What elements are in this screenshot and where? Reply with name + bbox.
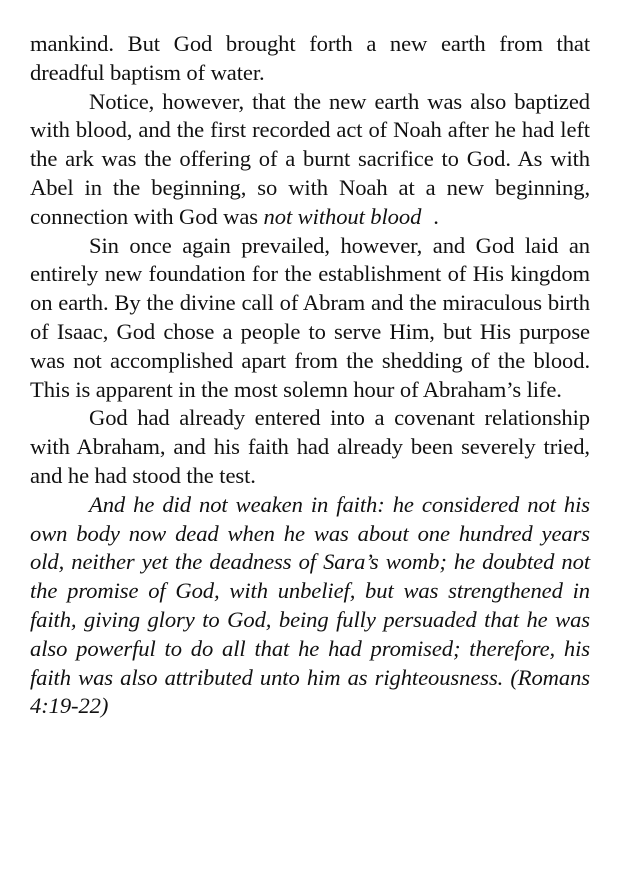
paragraph-noah-text: Notice, however, that the new earth was also baptized with blood, and the first recorded act of Noah after he had left the ark was the offering of a burnt sacrifice to God. As with Abel in the beginning, so with Noah at a new beginning, connection with God was — [30, 88, 590, 229]
scripture-quote-romans: And he did not weaken in faith: he considered not his own body now dead when he was about one hundred years old, neither yet the deadness of Sara’s womb; he doubted not the promise of God, with unbelief, but was strengthened in faith, giving glory to God, being fully persuaded that he was also powerful to do all that he had promised; therefore, his faith was also attributed unto him as righteousness. (Romans 4:19-22) — [30, 491, 590, 719]
paragraph-noah-sacrifice — [30, 88, 590, 232]
document-page — [30, 30, 590, 721]
paragraph-abram-call: Sin once again prevailed, however, and God laid an entirely new foundation for the establishment of His kingdom on earth. By the divine call of Abram and the miraculous birth of Isaac, God chose a people to serve Him, but His purpose was not accomplished apart from the shedding of the blood. This is apparent in the most solemn hour of Abraham’s life. — [30, 232, 590, 402]
paragraph-covenant: God had already entered into a covenant relationship with Abraham, and his faith had already been severely tried, and he had stood the test. — [30, 405, 590, 488]
emphasis-not-without-blood: not without blood — [263, 203, 422, 229]
paragraph-flood-ending: mankind. But God brought forth a new earth from that dreadful baptism of water. — [30, 31, 590, 85]
paragraph-noah-period: . — [433, 203, 439, 229]
